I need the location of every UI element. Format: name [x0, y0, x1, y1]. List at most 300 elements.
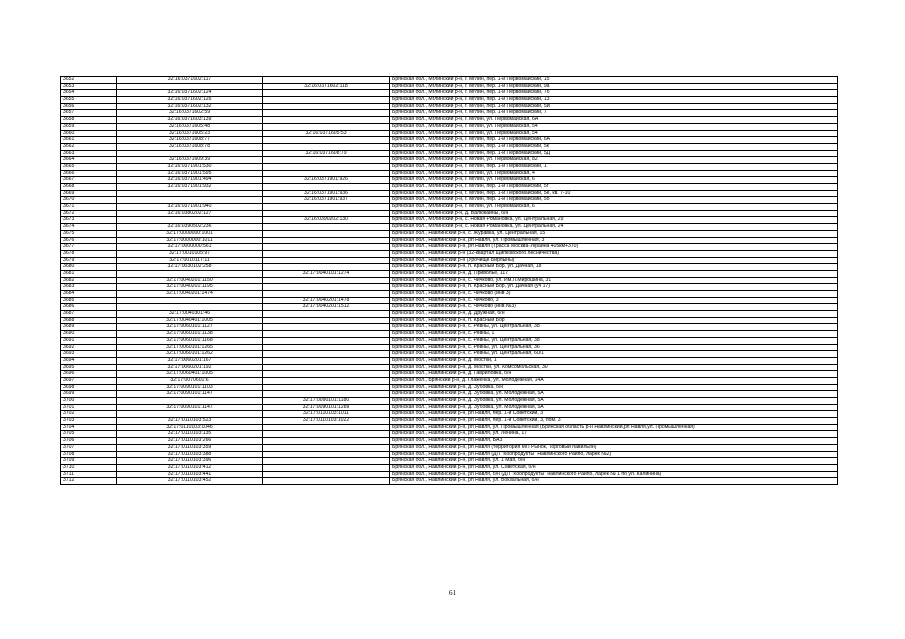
cadastral-number-cell: 32:16:0371605:23: [116, 131, 262, 137]
row-number-cell: 3663: [63, 150, 75, 156]
row-number-cell: 3655: [63, 97, 75, 103]
row-number-cell: 3708: [63, 451, 75, 457]
cadastral-number-cell: 32:17:0060101:1138: [116, 331, 262, 337]
table-row: [61, 163, 837, 170]
row-number-cell: 3696: [63, 371, 75, 377]
cadastral-number-cell: 32:17:0000000:1011: [116, 238, 262, 244]
second-cadastral-number-cell: 32:16:0371605:53: [262, 131, 389, 137]
cadastral-number-cell: 32:16:0380202:127: [116, 211, 262, 217]
address-cell: Брянская обл., Навлинский р-н, с. Ревны, 1: [389, 331, 837, 337]
row-number-cell: 3660: [63, 130, 75, 136]
table-row: [61, 96, 837, 103]
cadastral-number-cell: [116, 84, 262, 90]
cadastral-number-cell: 32:17:0060201:192: [116, 365, 262, 371]
row-number-cell: 3700: [63, 398, 75, 403]
row-number-cell: 3685: [63, 297, 75, 303]
second-cadastral-number-cell: [262, 144, 389, 150]
row-number-cell: 3652: [63, 77, 75, 82]
cadastral-number-cell: 32:17:0110103:441: [116, 472, 262, 478]
registry-table: [60, 76, 838, 485]
address-cell: Брянская обл., Навлинский р-н, с. Ревны, ул. Центральная, 60/1: [389, 351, 837, 357]
row-number-cell: 3693: [63, 351, 75, 357]
row-number-cell: 3694: [63, 357, 75, 363]
address-cell: Брянская обл., Мглинский р-н, г. Мглин, ул. Первомайская, 82: [389, 157, 837, 163]
cadastral-number-cell: 32:17:0110103:452: [116, 478, 262, 484]
table-row: [61, 76, 837, 83]
table-row: [61, 250, 837, 257]
second-cadastral-number-cell: [262, 117, 389, 123]
address-cell: Брянская обл., Навлинский р-н, д. Зубовка, б/н: [389, 385, 837, 391]
address-cell: Брянская обл., Навлинский р-н, с. Чичково, 3: [389, 298, 837, 304]
row-number-cell: 3658: [63, 117, 75, 123]
row-number-cell: 3701: [63, 404, 75, 410]
table-row: [61, 136, 837, 143]
second-cadastral-number-cell: [262, 438, 389, 444]
second-cadastral-number-cell: [262, 472, 389, 478]
row-number-cell: 3682: [63, 277, 75, 283]
cadastral-number-cell: 32:17:0040401:1005: [116, 318, 262, 324]
address-cell: Брянская обл., Навлинский р-н, с. Чичково (инв 3): [389, 291, 837, 297]
table-row: [61, 223, 837, 230]
second-cadastral-number-cell: 32:16:0371608:79: [262, 151, 389, 157]
second-cadastral-number-cell: [262, 137, 389, 143]
second-cadastral-number-cell: 32:16:0371901:926: [262, 177, 389, 183]
cadastral-number-cell: [116, 197, 262, 203]
row-number-cell: 3659: [63, 123, 75, 129]
cadastral-number-cell: 32:17:0090101:1147: [116, 405, 262, 411]
table-row: [61, 464, 837, 471]
address-cell: Брянская обл., Навлинский р-н, рп Навля, ул. Промышленная, 3: [389, 238, 837, 244]
row-number-cell: 3656: [63, 103, 75, 109]
second-cadastral-number-cell: 32:17:0090101:1180: [262, 398, 389, 404]
address-cell: Брянская обл., Навлинский р-н, рп Навля, ул. Промышленная (Брянская область р-н Навлинский,рп Навля,ул. Промышленная): [389, 425, 837, 431]
second-cadastral-number-cell: 32:16:0371901:937: [262, 197, 389, 203]
address-cell: Брянская обл., Мглинский р-н, г. Мглин, пер. 1-й Первомайский, 9а: [389, 84, 837, 90]
row-number-cell: 3707: [63, 444, 75, 450]
second-cadastral-number-cell: [262, 465, 389, 471]
cadastral-number-cell: 32:16:0371602:59: [116, 110, 262, 116]
second-cadastral-number-cell: [262, 244, 389, 250]
address-cell: Брянская обл., Навлинский р-н, д. Зубовка, ул. Молодежная, 5А: [389, 405, 837, 411]
second-cadastral-number-cell: [262, 251, 389, 257]
table-row: [61, 170, 837, 177]
address-cell: Брянская обл., Навлинский р-н, рп Навля, пер. 1-й Советский, 3: [389, 411, 837, 417]
address-cell: Брянская обл., Навлинский р-н (Урочище Бирлыны): [389, 258, 837, 264]
row-number-cell: 3653: [63, 83, 75, 89]
table-row: [61, 277, 837, 284]
table-row: [61, 116, 837, 123]
row-number-cell: 3661: [63, 137, 75, 143]
table-row: [61, 237, 837, 244]
row-number-cell: 3706: [63, 438, 75, 444]
address-cell: Брянская обл., Мглинский р-н, г. Мглин, пер. 1-й Первомайский, 13: [389, 97, 837, 103]
second-cadastral-number-cell: [262, 278, 389, 284]
second-cadastral-number-cell: [262, 425, 389, 431]
address-cell: Брянская обл., Мглинский р-н, г. Мглин, пер. 1-й Первомайский, 5б: [389, 197, 837, 203]
second-cadastral-number-cell: [262, 311, 389, 317]
address-cell: Брянская обл., Мглинский р-н, г. Мглин, ул. Первомайская, 6: [389, 204, 837, 210]
row-number-cell: 3684: [63, 291, 75, 296]
cadastral-number-cell: 32:17:0030102:258: [116, 264, 262, 270]
row-number-cell: 3676: [63, 237, 75, 243]
cadastral-number-cell: 32:16:0371605:48: [116, 124, 262, 130]
table-row: [61, 364, 837, 371]
table-row: [61, 216, 837, 223]
cadastral-number-cell: 32:16:0371609:39: [116, 157, 262, 163]
table-row: [61, 337, 837, 344]
cadastral-number-cell: 32:17:0040201:1474: [116, 291, 262, 297]
cadastral-number-cell: 32:17:0060101:1168: [116, 338, 262, 344]
second-cadastral-number-cell: [262, 338, 389, 344]
table-row: [61, 344, 837, 351]
row-number-cell: 3657: [63, 110, 75, 116]
second-cadastral-number-cell: [262, 331, 389, 337]
table-row: [61, 444, 837, 451]
second-cadastral-number-cell: 32:16:0371602:118: [262, 84, 389, 90]
address-cell: Брянская обл., Навлинский р-н, д. Мостки, ул. Комсомольская, 30: [389, 365, 837, 371]
row-number-cell: 3672: [63, 210, 75, 216]
row-number-cell: 3711: [63, 471, 74, 477]
address-cell: Брянская обл., Навлинский р-н, рп Навля (Трасса Москва-Украина 405км+370): [389, 244, 837, 250]
cadastral-number-cell: [116, 191, 262, 197]
cadastral-number-cell: 32:17:0110103:1046: [116, 425, 262, 431]
table-row: [61, 297, 837, 304]
table-row: [61, 89, 837, 96]
row-number-cell: 3690: [63, 331, 75, 337]
row-number-cell: 3674: [63, 224, 75, 230]
row-number-cell: 3669: [63, 190, 75, 196]
table-row: [61, 290, 837, 297]
table-row: [61, 263, 837, 270]
address-cell: Брянская обл., Мглинский р-н, г. Мглин, ул. Первомайская, 6: [389, 177, 837, 183]
address-cell: Брянская обл., Мглинский р-н, г. Мглин, пер. 1-й Первомайский, 15: [389, 77, 837, 83]
second-cadastral-number-cell: [262, 291, 389, 297]
second-cadastral-number-cell: [262, 110, 389, 116]
second-cadastral-number-cell: [262, 231, 389, 237]
cadastral-number-cell: 32:17:0040301:46: [116, 311, 262, 317]
second-cadastral-number-cell: [262, 351, 389, 357]
cadastral-number-cell: 32:17:0090101:1103: [116, 385, 262, 391]
second-cadastral-number-cell: [262, 452, 389, 458]
second-cadastral-number-cell: [262, 204, 389, 210]
address-cell: Брянская обл., Навлинский р-н, с. Журавка, ул. Центральная, 15: [389, 231, 837, 237]
address-cell: Брянская обл., Мглинский р-н, г. Мглин, ул. Первомайская, 6А: [389, 117, 837, 123]
address-cell: Брянская обл., Мглинский р-н, г. Мглин, ул. Первомайская, 54: [389, 131, 837, 137]
table-row: [61, 196, 837, 203]
address-cell: Брянская обл., Навлинский р-н, рп Навля (ДП "Коопродукты" Навлинского Райпо, ларек №2): [389, 452, 837, 458]
table-row: [61, 424, 837, 431]
address-cell: Брянская обл., Навлинский р-н, с. Чичково, ул. Им.Л.Мирошина, 31: [389, 278, 837, 284]
table-row: [61, 457, 837, 464]
second-cadastral-number-cell: [262, 324, 389, 330]
table-row: [61, 384, 837, 391]
second-cadastral-number-cell: [262, 90, 389, 96]
table-row: [61, 330, 837, 337]
second-cadastral-number-cell: [262, 445, 389, 451]
table-row: [61, 270, 837, 277]
row-number-cell: 3691: [63, 337, 75, 343]
address-cell: Брянская обл., Навлинский р-н, рп Навля, ул. Ленина, 17: [389, 431, 837, 437]
row-number-cell: 3710: [63, 464, 75, 470]
address-cell: Брянская обл., Навлинский р-н, рп Навля, пер. 1-й Советский, 3, пом. 3: [389, 418, 837, 424]
second-cadastral-number-cell: 32:17:0110103:1011: [262, 411, 389, 417]
cadastral-number-cell: [116, 217, 262, 223]
row-number-cell: 3705: [63, 431, 75, 437]
cadastral-number-cell: [116, 151, 262, 157]
second-cadastral-number-cell: 32:17:0090101:1289: [262, 405, 389, 411]
cadastral-number-cell: 32:17:0090101:1147: [116, 391, 262, 397]
cadastral-number-cell: 32:17:0000000:1001: [116, 231, 262, 237]
cadastral-number-cell: 32:16:0371602:126: [116, 97, 262, 103]
cadastral-number-cell: 32:16:0371608:77: [116, 137, 262, 143]
table-row: [61, 156, 837, 163]
address-cell: Брянская обл., Мглинский р-н, г. Мглин, пер. 1-й Первомайский, 5к: [389, 144, 837, 150]
address-cell: Брянская обл., Навлинский р-н, д. Дружная, б/н: [389, 311, 837, 317]
cadastral-number-cell: 32:17:0000000:561: [116, 244, 262, 250]
address-cell: Брянская обл., Навлинский р-н, рп Навля, БАЗ: [389, 438, 837, 444]
second-cadastral-number-cell: [262, 318, 389, 324]
table-row: [61, 103, 837, 110]
cadastral-number-cell: 32:16:0371901:940: [116, 204, 262, 210]
address-cell: Брянская обл., Мглинский р-н, с. Новая Романовка, ул. Центральная, 29: [389, 217, 837, 223]
row-number-cell: 3670: [63, 197, 75, 203]
second-cadastral-number-cell: [262, 385, 389, 391]
row-number-cell: 3702: [63, 411, 75, 417]
second-cadastral-number-cell: [262, 124, 389, 130]
cadastral-number-cell: [116, 411, 262, 417]
cadastral-number-cell: 32:17:0060101:1265: [116, 345, 262, 351]
table-row: [61, 130, 837, 137]
row-number-cell: 3712: [63, 478, 75, 484]
address-cell: Брянская обл., Навлинский р-н, д. Зубовка, ул. Молодежная, 5А: [389, 398, 837, 404]
table-row: [61, 377, 837, 384]
second-cadastral-number-cell: 32:16:0390202:130: [262, 217, 389, 223]
second-cadastral-number-cell: [262, 458, 389, 464]
page-number: 61: [449, 589, 456, 597]
row-number-cell: 3697: [63, 377, 75, 383]
table-row: [61, 230, 837, 237]
table-row: [61, 410, 837, 417]
row-number-cell: 3668: [63, 184, 75, 189]
address-cell: Брянская обл., Навлинский р-н, рп Навля, ул. 1 Мая, б/н: [389, 458, 837, 464]
table-row: [61, 430, 837, 437]
cadastral-number-cell: 32:16:0371602:117: [116, 77, 262, 83]
address-cell: Брянская обл., Мглинский р-н, г. Мглин, пер. 1-й Первомайский, 5г: [389, 184, 837, 190]
address-cell: Брянская обл., Мглинский р-н, г. Мглин, пер. 1-й Первомайский, 5Д: [389, 151, 837, 157]
second-cadastral-number-cell: [262, 184, 389, 190]
row-number-cell: 3654: [63, 90, 75, 96]
table-row: [61, 83, 837, 90]
table-row: [61, 243, 837, 250]
address-cell: Брянская обл., Навлинский р-н (32-квартал Щипковского лесничества): [389, 251, 837, 257]
table-row: [61, 176, 837, 183]
table-row: [61, 303, 837, 310]
table-row: [61, 150, 837, 157]
row-number-cell: 3681: [63, 270, 75, 276]
row-number-cell: 3703: [63, 418, 75, 424]
cadastral-number-cell: 32:17:0060101:1127: [116, 324, 262, 330]
cadastral-number-cell: 32:17:0110103:412: [116, 465, 262, 471]
table-row: [61, 283, 837, 290]
address-cell: Брянская обл., Мглинский р-н, г. Мглин, пер. 1-й Первомайский, 6А: [389, 137, 837, 143]
row-number-cell: 3664: [63, 157, 75, 163]
table-row: [61, 143, 837, 150]
table-row: [61, 370, 837, 377]
second-cadastral-number-cell: [262, 284, 389, 290]
address-cell: Брянская обл., Навлинский р-н, д. Привольё, 117: [389, 271, 837, 277]
row-number-cell: 3675: [63, 230, 75, 236]
cadastral-number-cell: 32:17:0110103:388: [116, 452, 262, 458]
cadastral-number-cell: 32:16:0371603:139: [116, 117, 262, 123]
row-number-cell: 3662: [63, 143, 75, 149]
second-cadastral-number-cell: [262, 431, 389, 437]
row-number-cell: 3699: [63, 391, 75, 397]
cadastral-number-cell: [116, 304, 262, 310]
address-cell: Брянская обл., Навлинский р-н, п. Красный Бор, ул. Дачная, 18: [389, 264, 837, 270]
address-cell: Брянская обл., Навлинский р-н, д. Мостки, 1: [389, 358, 837, 364]
cadastral-number-cell: 32:16:0371901:494: [116, 177, 262, 183]
address-cell: Брянская обл., Навлинский р-н, с. Чичково (инв.№3): [389, 304, 837, 310]
address-cell: Брянская обл., Навлинский р-н, рп Навля (территория МП Рынок, Торговый павильон): [389, 445, 837, 451]
second-cadastral-number-cell: [262, 365, 389, 371]
cadastral-number-cell: 32:17:0040201:1195: [116, 284, 262, 290]
second-cadastral-number-cell: [262, 157, 389, 163]
cadastral-number-cell: [116, 398, 262, 404]
second-cadastral-number-cell: [262, 164, 389, 170]
address-cell: Брянская обл., Навлинский р-н, с. Ревны, ул. Центральная, 38: [389, 338, 837, 344]
table-row: [61, 404, 837, 411]
row-number-cell: 3709: [63, 458, 75, 464]
cadastral-number-cell: 32:16:0371901:932: [116, 184, 262, 190]
second-cadastral-number-cell: 32:17:0110103:1022: [262, 418, 389, 424]
table-row: [61, 190, 837, 197]
row-number-cell: 3677: [63, 244, 75, 250]
second-cadastral-number-cell: 32:16:0371901:936: [262, 191, 389, 197]
address-cell: Брянская обл., Мглинский р-н, г. Мглин, пер. 1-й Первомайский, 1: [389, 164, 837, 170]
row-number-cell: 3679: [63, 257, 75, 263]
row-number-cell: 3665: [63, 163, 75, 169]
table-row: [61, 437, 837, 444]
row-number-cell: 3683: [63, 284, 75, 290]
cadastral-number-cell: 32:17:0010117:11: [116, 258, 262, 264]
second-cadastral-number-cell: [262, 378, 389, 384]
table-row: [61, 350, 837, 357]
table-row: [61, 317, 837, 324]
cadastral-number-cell: 32:17:0060101:1262: [116, 351, 262, 357]
table-row: [61, 310, 837, 317]
address-cell: Брянская обл., Навлинский р-н, рп Навля, ул. Советская, б/н: [389, 465, 837, 471]
cadastral-number-cell: 32:16:0371602:132: [116, 104, 262, 110]
row-number-cell: 3698: [63, 384, 75, 390]
second-cadastral-number-cell: [262, 391, 389, 397]
row-number-cell: 3666: [63, 170, 75, 176]
cadastral-number-cell: 32:16:0390502:236: [116, 224, 262, 230]
cadastral-number-cell: 32:17:0060201:167: [116, 358, 262, 364]
address-cell: Брянская обл., Мглинский р-н, с. Новая Романовка, ул. Центральная, 24: [389, 224, 837, 230]
second-cadastral-number-cell: [262, 104, 389, 110]
cadastral-number-cell: 32:16:0371901:595: [116, 171, 262, 177]
row-number-cell: 3678: [63, 250, 75, 256]
cadastral-number-cell: 32:17:0070601:6: [116, 378, 262, 384]
second-cadastral-number-cell: [262, 371, 389, 377]
table-row: [61, 109, 837, 116]
table-row: [61, 210, 837, 217]
row-number-cell: 3692: [63, 344, 75, 350]
second-cadastral-number-cell: [262, 171, 389, 177]
table-row: [61, 357, 837, 364]
table-row: [61, 257, 837, 264]
row-number-cell: 3680: [63, 264, 75, 270]
address-cell: Брянская обл., Брянский р-н, д. Глаженка, ул. Молодежная, 14А: [389, 378, 837, 384]
address-cell: Брянская обл., Мглинский р-н, г. Мглин, ул. Первомайская, 54: [389, 124, 837, 130]
table-row: [61, 451, 837, 458]
cadastral-number-cell: 32:16:0371608:78: [116, 144, 262, 150]
row-number-cell: 3667: [63, 177, 75, 183]
second-cadastral-number-cell: [262, 258, 389, 264]
cadastral-number-cell: 32:16:0371901:530: [116, 164, 262, 170]
row-number-cell: 3686: [63, 304, 75, 310]
second-cadastral-number-cell: [262, 77, 389, 83]
second-cadastral-number-cell: 32:17:0040201:1478: [262, 298, 389, 304]
row-number-cell: 3704: [63, 424, 75, 430]
second-cadastral-number-cell: [262, 211, 389, 217]
address-cell: Брянская обл., Мглинский р-н, г. Мглин, ул. Первомайская, 4: [389, 171, 837, 177]
address-cell: Брянская обл., Навлинский р-н, п. Красный Бор: [389, 318, 837, 324]
table-row: [61, 203, 837, 210]
row-number-cell: 3689: [63, 324, 75, 330]
second-cadastral-number-cell: 32:17:0040201:1512: [262, 304, 389, 310]
address-cell: Брянская обл., Навлинский р-н, рп Навля, ул. Вокзальная, б/н: [389, 478, 837, 484]
second-cadastral-number-cell: [262, 224, 389, 230]
cadastral-number-cell: 32:17:0010105:97: [116, 251, 262, 257]
second-cadastral-number-cell: [262, 478, 389, 484]
row-number-cell: 3687: [63, 311, 75, 317]
address-cell: Брянская обл., Мглинский р-н, г. Мглин, пер. 1-й Первомайский, 7б: [389, 90, 837, 96]
second-cadastral-number-cell: [262, 345, 389, 351]
address-cell: Брянская обл., Навлинский р-н, рп Навля, б/н (ДП "Коопродукты" навлинского Райпо, ларек № 1 по ул. Калинина): [389, 472, 837, 478]
cadastral-number-cell: [116, 298, 262, 304]
table-row: [61, 390, 837, 397]
second-cadastral-number-cell: [262, 264, 389, 270]
second-cadastral-number-cell: [262, 97, 389, 103]
address-cell: Брянская обл., Навлинский р-н, с. Ревны, ул. Центральная, 38: [389, 324, 837, 330]
cadastral-number-cell: 32:17:0110103:266: [116, 438, 262, 444]
table-row: [61, 417, 837, 424]
address-cell: Брянская обл., Мглинский р-н, г. Мглин, пер. 1-й Первомайский, 5е, кв. 7-10: [389, 191, 837, 197]
cadastral-number-cell: 32:16:0371602:124: [116, 90, 262, 96]
address-cell: Брянская обл., Навлинский р-н, п. Красный Бор, ул. Дачная (уч 17): [389, 284, 837, 290]
row-number-cell: 3673: [63, 217, 75, 223]
address-cell: Брянская обл., Мглинский р-н, г. Мглин, пер. 1-й Первомайский, 5И: [389, 104, 837, 110]
cadastral-number-cell: 32:17:0060401:1005: [116, 371, 262, 377]
cadastral-number-cell: [116, 271, 262, 277]
cadastral-number-cell: 32:17:0110103:135: [116, 431, 262, 437]
table-row: [61, 397, 837, 404]
row-number-cell: 3671: [63, 204, 75, 210]
address-cell: Брянская обл., Навлинский р-н, д. Гавриловка, б/н: [389, 371, 837, 377]
second-cadastral-number-cell: [262, 358, 389, 364]
address-cell: Брянская обл., Навлинский р-н, д. Зубовка, ул. Молодежная, 5А: [389, 391, 837, 397]
second-cadastral-number-cell: 32:17:0040101:1274: [262, 271, 389, 277]
table-row: [61, 183, 837, 190]
cadastral-number-cell: 32:17:0040201:1150: [116, 278, 262, 284]
table-row: [61, 323, 837, 330]
cadastral-number-cell: 32:17:0110103:359: [116, 445, 262, 451]
row-number-cell: 3695: [63, 364, 75, 370]
address-cell: Брянская обл., Навлинский р-н, с. Ревны, ул. Центральная, 36: [389, 345, 837, 351]
address-cell: Брянская обл., Мглинский р-н, г. Мглин, пер. 1-й Первомайский, 7: [389, 110, 837, 116]
cadastral-number-cell: 32:17:0110103:523: [116, 418, 262, 424]
